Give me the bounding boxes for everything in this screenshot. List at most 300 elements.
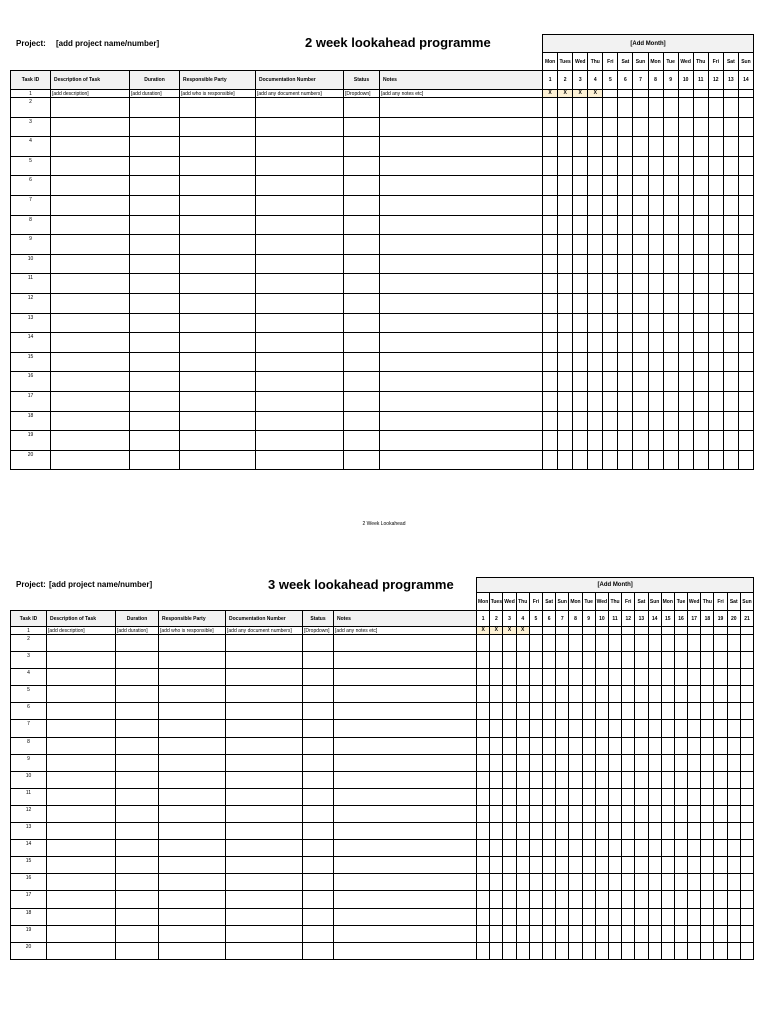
task-status-cell[interactable] <box>303 942 334 959</box>
schedule-cell[interactable] <box>738 215 753 235</box>
schedule-cell[interactable] <box>622 788 635 805</box>
schedule-cell[interactable] <box>708 391 723 411</box>
task-responsible-cell[interactable] <box>159 754 226 771</box>
schedule-cell[interactable] <box>648 908 661 925</box>
task-duration-cell[interactable] <box>130 372 180 392</box>
schedule-cell[interactable] <box>503 669 516 686</box>
schedule-cell[interactable] <box>595 652 608 669</box>
schedule-cell[interactable] <box>595 942 608 959</box>
schedule-cell[interactable] <box>582 635 595 652</box>
schedule-cell[interactable] <box>569 737 582 754</box>
schedule-cell[interactable] <box>708 274 723 294</box>
schedule-cell[interactable] <box>661 857 674 874</box>
schedule-cell[interactable] <box>661 771 674 788</box>
schedule-cell[interactable] <box>556 720 569 737</box>
task-status-cell[interactable] <box>344 352 380 372</box>
task-notes-cell[interactable] <box>334 686 477 703</box>
task-documentation-cell[interactable] <box>226 635 303 652</box>
schedule-cell[interactable] <box>582 925 595 942</box>
schedule-cell[interactable] <box>674 771 687 788</box>
schedule-cell[interactable] <box>558 411 573 431</box>
schedule-cell[interactable] <box>477 686 490 703</box>
schedule-cell[interactable] <box>516 754 529 771</box>
task-status-cell[interactable] <box>344 117 380 137</box>
schedule-cell[interactable] <box>635 754 648 771</box>
schedule-cell[interactable] <box>727 891 740 908</box>
schedule-cell[interactable] <box>529 840 542 857</box>
schedule-cell[interactable] <box>595 686 608 703</box>
schedule-cell[interactable] <box>678 352 693 372</box>
schedule-cell[interactable] <box>727 840 740 857</box>
schedule-cell[interactable] <box>740 627 753 635</box>
schedule-cell[interactable] <box>588 235 603 255</box>
task-documentation-cell[interactable] <box>226 857 303 874</box>
schedule-cell[interactable] <box>714 942 727 959</box>
schedule-cell[interactable] <box>529 703 542 720</box>
schedule-cell[interactable] <box>569 635 582 652</box>
schedule-cell[interactable] <box>573 117 588 137</box>
schedule-cell[interactable] <box>477 635 490 652</box>
schedule-cell[interactable] <box>543 823 556 840</box>
schedule-cell[interactable] <box>727 771 740 788</box>
schedule-cell[interactable] <box>529 874 542 891</box>
schedule-cell[interactable] <box>516 874 529 891</box>
task-notes-cell[interactable] <box>334 823 477 840</box>
schedule-cell[interactable] <box>693 450 708 470</box>
task-documentation-cell[interactable] <box>256 274 344 294</box>
schedule-cell[interactable] <box>648 372 663 392</box>
schedule-cell[interactable] <box>558 333 573 353</box>
schedule-cell[interactable] <box>618 431 633 451</box>
schedule-cell[interactable] <box>648 652 661 669</box>
schedule-cell[interactable] <box>603 98 618 118</box>
schedule-cell[interactable] <box>701 942 714 959</box>
schedule-cell[interactable] <box>529 857 542 874</box>
schedule-cell[interactable] <box>595 788 608 805</box>
schedule-cell[interactable] <box>727 652 740 669</box>
schedule-cell[interactable] <box>738 411 753 431</box>
schedule-cell[interactable] <box>556 891 569 908</box>
schedule-cell[interactable] <box>622 754 635 771</box>
schedule-cell[interactable] <box>661 652 674 669</box>
schedule-cell[interactable] <box>622 908 635 925</box>
schedule-cell[interactable] <box>727 805 740 822</box>
schedule-cell[interactable] <box>622 942 635 959</box>
schedule-cell[interactable] <box>618 352 633 372</box>
schedule-cell[interactable] <box>740 908 753 925</box>
schedule-cell[interactable] <box>618 215 633 235</box>
schedule-cell[interactable] <box>648 254 663 274</box>
schedule-cell[interactable] <box>648 215 663 235</box>
schedule-cell[interactable] <box>558 98 573 118</box>
schedule-cell[interactable] <box>516 925 529 942</box>
schedule-cell[interactable] <box>714 840 727 857</box>
schedule-cell[interactable] <box>588 176 603 196</box>
schedule-cell[interactable] <box>714 788 727 805</box>
schedule-cell[interactable] <box>573 137 588 157</box>
schedule-cell[interactable] <box>693 313 708 333</box>
schedule-cell[interactable] <box>569 925 582 942</box>
schedule-cell[interactable] <box>490 805 503 822</box>
task-duration-cell[interactable] <box>130 450 180 470</box>
schedule-cell[interactable] <box>543 431 558 451</box>
schedule-cell[interactable] <box>595 840 608 857</box>
schedule-cell[interactable] <box>490 874 503 891</box>
schedule-cell[interactable] <box>529 686 542 703</box>
schedule-cell[interactable] <box>727 823 740 840</box>
schedule-cell[interactable] <box>573 313 588 333</box>
schedule-cell[interactable] <box>603 156 618 176</box>
schedule-cell[interactable] <box>588 313 603 333</box>
schedule-cell[interactable] <box>738 431 753 451</box>
schedule-cell[interactable] <box>543 137 558 157</box>
schedule-cell[interactable] <box>477 942 490 959</box>
task-notes-cell[interactable] <box>334 788 477 805</box>
schedule-cell[interactable] <box>723 98 738 118</box>
task-status-cell[interactable] <box>344 372 380 392</box>
task-documentation-cell[interactable] <box>256 195 344 215</box>
schedule-cell[interactable] <box>738 235 753 255</box>
schedule-cell[interactable] <box>708 156 723 176</box>
schedule-cell[interactable] <box>608 635 621 652</box>
schedule-cell[interactable] <box>678 176 693 196</box>
schedule-cell[interactable] <box>516 669 529 686</box>
task-duration-cell[interactable] <box>130 254 180 274</box>
schedule-cell[interactable] <box>558 156 573 176</box>
task-documentation-cell[interactable] <box>226 840 303 857</box>
schedule-cell[interactable] <box>714 908 727 925</box>
schedule-cell[interactable] <box>622 669 635 686</box>
schedule-cell[interactable] <box>648 720 661 737</box>
schedule-cell[interactable] <box>740 669 753 686</box>
schedule-cell[interactable] <box>727 627 740 635</box>
schedule-cell[interactable] <box>674 754 687 771</box>
schedule-cell[interactable] <box>674 720 687 737</box>
schedule-cell[interactable] <box>738 254 753 274</box>
schedule-cell[interactable] <box>723 313 738 333</box>
schedule-cell[interactable] <box>723 293 738 313</box>
schedule-cell[interactable] <box>740 805 753 822</box>
schedule-cell[interactable] <box>503 823 516 840</box>
task-documentation-cell[interactable] <box>226 925 303 942</box>
schedule-cell[interactable] <box>688 840 701 857</box>
schedule-cell[interactable] <box>582 703 595 720</box>
schedule-cell[interactable] <box>503 788 516 805</box>
task-notes-cell[interactable] <box>334 635 477 652</box>
task-duration-cell[interactable] <box>116 652 159 669</box>
schedule-cell[interactable] <box>738 391 753 411</box>
task-duration-cell[interactable] <box>116 908 159 925</box>
schedule-cell[interactable] <box>714 703 727 720</box>
schedule-cell[interactable] <box>714 823 727 840</box>
task-notes-cell[interactable] <box>334 874 477 891</box>
task-notes-cell[interactable] <box>380 431 543 451</box>
schedule-cell[interactable] <box>477 771 490 788</box>
schedule-cell[interactable] <box>573 176 588 196</box>
schedule-cell[interactable] <box>556 925 569 942</box>
schedule-cell[interactable] <box>648 771 661 788</box>
schedule-cell[interactable] <box>603 254 618 274</box>
schedule-cell[interactable] <box>701 874 714 891</box>
schedule-cell[interactable] <box>608 942 621 959</box>
schedule-cell[interactable] <box>693 215 708 235</box>
schedule-cell[interactable] <box>648 737 661 754</box>
schedule-cell[interactable] <box>573 352 588 372</box>
task-status-cell[interactable] <box>344 235 380 255</box>
task-description-cell[interactable]: [add description] <box>51 90 130 98</box>
schedule-cell[interactable] <box>477 737 490 754</box>
schedule-mark[interactable]: X <box>516 627 529 635</box>
task-notes-cell[interactable] <box>334 891 477 908</box>
schedule-cell[interactable] <box>701 703 714 720</box>
schedule-cell[interactable] <box>529 669 542 686</box>
schedule-cell[interactable] <box>543 372 558 392</box>
schedule-cell[interactable] <box>618 450 633 470</box>
schedule-cell[interactable] <box>582 686 595 703</box>
schedule-cell[interactable] <box>556 857 569 874</box>
schedule-cell[interactable] <box>674 823 687 840</box>
schedule-cell[interactable] <box>608 771 621 788</box>
schedule-cell[interactable] <box>543 771 556 788</box>
schedule-cell[interactable] <box>723 137 738 157</box>
schedule-cell[interactable] <box>490 823 503 840</box>
schedule-cell[interactable] <box>701 686 714 703</box>
schedule-cell[interactable] <box>727 857 740 874</box>
schedule-cell[interactable] <box>648 823 661 840</box>
schedule-cell[interactable] <box>708 450 723 470</box>
month-header[interactable]: [Add Month] <box>477 578 754 593</box>
schedule-cell[interactable] <box>708 176 723 196</box>
schedule-cell[interactable] <box>569 805 582 822</box>
schedule-mark[interactable]: X <box>490 627 503 635</box>
schedule-cell[interactable] <box>543 293 558 313</box>
schedule-cell[interactable] <box>595 874 608 891</box>
task-documentation-cell[interactable] <box>256 254 344 274</box>
schedule-cell[interactable] <box>622 891 635 908</box>
schedule-cell[interactable] <box>635 771 648 788</box>
schedule-cell[interactable] <box>622 823 635 840</box>
schedule-cell[interactable] <box>529 823 542 840</box>
schedule-cell[interactable] <box>674 635 687 652</box>
schedule-cell[interactable] <box>588 215 603 235</box>
schedule-cell[interactable] <box>582 908 595 925</box>
schedule-cell[interactable] <box>693 431 708 451</box>
schedule-cell[interactable] <box>477 805 490 822</box>
schedule-cell[interactable] <box>723 90 738 98</box>
task-documentation-cell[interactable] <box>256 391 344 411</box>
schedule-cell[interactable] <box>714 652 727 669</box>
schedule-cell[interactable] <box>569 788 582 805</box>
task-description-cell[interactable] <box>47 891 116 908</box>
task-description-cell[interactable] <box>47 686 116 703</box>
schedule-cell[interactable] <box>543 703 556 720</box>
schedule-cell[interactable] <box>569 942 582 959</box>
schedule-cell[interactable] <box>661 942 674 959</box>
task-duration-cell[interactable] <box>130 156 180 176</box>
schedule-cell[interactable] <box>558 352 573 372</box>
schedule-cell[interactable] <box>622 771 635 788</box>
schedule-cell[interactable] <box>556 627 569 635</box>
schedule-cell[interactable] <box>648 431 663 451</box>
schedule-cell[interactable] <box>661 737 674 754</box>
schedule-cell[interactable] <box>678 431 693 451</box>
schedule-cell[interactable] <box>503 652 516 669</box>
schedule-cell[interactable] <box>618 254 633 274</box>
schedule-cell[interactable] <box>701 635 714 652</box>
schedule-cell[interactable] <box>543 411 558 431</box>
task-duration-cell[interactable] <box>116 771 159 788</box>
schedule-cell[interactable] <box>674 788 687 805</box>
schedule-cell[interactable] <box>622 720 635 737</box>
schedule-cell[interactable] <box>569 686 582 703</box>
schedule-cell[interactable] <box>633 431 648 451</box>
schedule-cell[interactable] <box>688 771 701 788</box>
schedule-cell[interactable] <box>723 117 738 137</box>
schedule-cell[interactable] <box>503 720 516 737</box>
schedule-cell[interactable] <box>738 117 753 137</box>
schedule-cell[interactable] <box>558 195 573 215</box>
task-description-cell[interactable] <box>47 754 116 771</box>
schedule-cell[interactable] <box>740 925 753 942</box>
schedule-cell[interactable] <box>603 117 618 137</box>
task-notes-cell[interactable] <box>334 754 477 771</box>
schedule-cell[interactable] <box>529 771 542 788</box>
schedule-cell[interactable] <box>569 908 582 925</box>
task-description-cell[interactable] <box>47 805 116 822</box>
schedule-cell[interactable] <box>723 235 738 255</box>
schedule-cell[interactable] <box>708 235 723 255</box>
task-description-cell[interactable] <box>51 235 130 255</box>
schedule-cell[interactable] <box>490 737 503 754</box>
schedule-cell[interactable] <box>723 450 738 470</box>
schedule-cell[interactable] <box>635 788 648 805</box>
task-duration-cell[interactable] <box>130 117 180 137</box>
schedule-cell[interactable] <box>582 669 595 686</box>
schedule-cell[interactable] <box>622 737 635 754</box>
task-notes-cell[interactable] <box>380 176 543 196</box>
task-documentation-cell[interactable] <box>256 450 344 470</box>
schedule-cell[interactable] <box>490 652 503 669</box>
task-documentation-cell[interactable] <box>226 874 303 891</box>
schedule-cell[interactable] <box>573 274 588 294</box>
schedule-cell[interactable] <box>573 195 588 215</box>
schedule-cell[interactable] <box>608 686 621 703</box>
schedule-cell[interactable] <box>516 720 529 737</box>
schedule-cell[interactable] <box>582 805 595 822</box>
schedule-cell[interactable] <box>603 176 618 196</box>
task-description-cell[interactable] <box>47 652 116 669</box>
schedule-cell[interactable] <box>595 771 608 788</box>
schedule-cell[interactable] <box>543 754 556 771</box>
schedule-cell[interactable] <box>727 635 740 652</box>
task-notes-cell[interactable] <box>334 840 477 857</box>
task-responsible-cell[interactable] <box>159 669 226 686</box>
task-responsible-cell[interactable] <box>180 254 256 274</box>
schedule-cell[interactable] <box>543 195 558 215</box>
schedule-cell[interactable] <box>556 669 569 686</box>
schedule-cell[interactable] <box>714 627 727 635</box>
schedule-cell[interactable] <box>678 450 693 470</box>
schedule-cell[interactable] <box>588 372 603 392</box>
task-duration-cell[interactable] <box>130 215 180 235</box>
task-status-cell[interactable] <box>344 333 380 353</box>
schedule-cell[interactable] <box>603 235 618 255</box>
schedule-cell[interactable] <box>603 90 618 98</box>
schedule-cell[interactable] <box>693 90 708 98</box>
schedule-cell[interactable] <box>595 908 608 925</box>
schedule-cell[interactable] <box>543 391 558 411</box>
schedule-cell[interactable] <box>633 411 648 431</box>
task-responsible-cell[interactable]: [add who is responsible] <box>180 90 256 98</box>
schedule-cell[interactable] <box>714 754 727 771</box>
schedule-cell[interactable] <box>582 891 595 908</box>
schedule-cell[interactable] <box>663 333 678 353</box>
schedule-cell[interactable] <box>588 137 603 157</box>
schedule-cell[interactable] <box>678 98 693 118</box>
schedule-cell[interactable] <box>556 823 569 840</box>
schedule-cell[interactable] <box>529 754 542 771</box>
task-responsible-cell[interactable] <box>159 925 226 942</box>
schedule-cell[interactable] <box>648 788 661 805</box>
schedule-cell[interactable] <box>648 635 661 652</box>
schedule-cell[interactable] <box>595 925 608 942</box>
task-responsible-cell[interactable] <box>159 805 226 822</box>
task-responsible-cell[interactable] <box>159 720 226 737</box>
schedule-cell[interactable] <box>595 857 608 874</box>
task-notes-cell[interactable] <box>380 293 543 313</box>
schedule-cell[interactable] <box>573 156 588 176</box>
schedule-cell[interactable] <box>723 352 738 372</box>
schedule-cell[interactable] <box>635 627 648 635</box>
schedule-cell[interactable] <box>573 411 588 431</box>
schedule-cell[interactable] <box>674 840 687 857</box>
schedule-cell[interactable] <box>543 176 558 196</box>
schedule-cell[interactable] <box>588 450 603 470</box>
schedule-cell[interactable] <box>529 652 542 669</box>
task-responsible-cell[interactable] <box>159 652 226 669</box>
schedule-cell[interactable] <box>556 652 569 669</box>
schedule-cell[interactable] <box>648 352 663 372</box>
schedule-cell[interactable] <box>582 942 595 959</box>
schedule-cell[interactable] <box>678 372 693 392</box>
task-documentation-cell[interactable]: [add any document numbers] <box>226 627 303 635</box>
schedule-cell[interactable] <box>633 254 648 274</box>
schedule-cell[interactable] <box>543 925 556 942</box>
schedule-cell[interactable] <box>477 788 490 805</box>
schedule-cell[interactable] <box>490 942 503 959</box>
schedule-cell[interactable] <box>543 805 556 822</box>
schedule-cell[interactable] <box>648 274 663 294</box>
schedule-cell[interactable] <box>648 857 661 874</box>
schedule-cell[interactable] <box>723 195 738 215</box>
task-duration-cell[interactable] <box>130 411 180 431</box>
schedule-cell[interactable] <box>529 720 542 737</box>
schedule-cell[interactable] <box>708 98 723 118</box>
task-duration-cell[interactable] <box>116 840 159 857</box>
schedule-cell[interactable] <box>622 627 635 635</box>
task-notes-cell[interactable] <box>380 156 543 176</box>
schedule-cell[interactable] <box>688 823 701 840</box>
schedule-cell[interactable] <box>688 720 701 737</box>
task-status-cell[interactable] <box>303 635 334 652</box>
schedule-cell[interactable] <box>503 686 516 703</box>
schedule-cell[interactable] <box>738 90 753 98</box>
schedule-cell[interactable] <box>740 703 753 720</box>
schedule-cell[interactable] <box>477 669 490 686</box>
schedule-cell[interactable] <box>608 720 621 737</box>
schedule-cell[interactable] <box>618 293 633 313</box>
schedule-cell[interactable] <box>708 313 723 333</box>
